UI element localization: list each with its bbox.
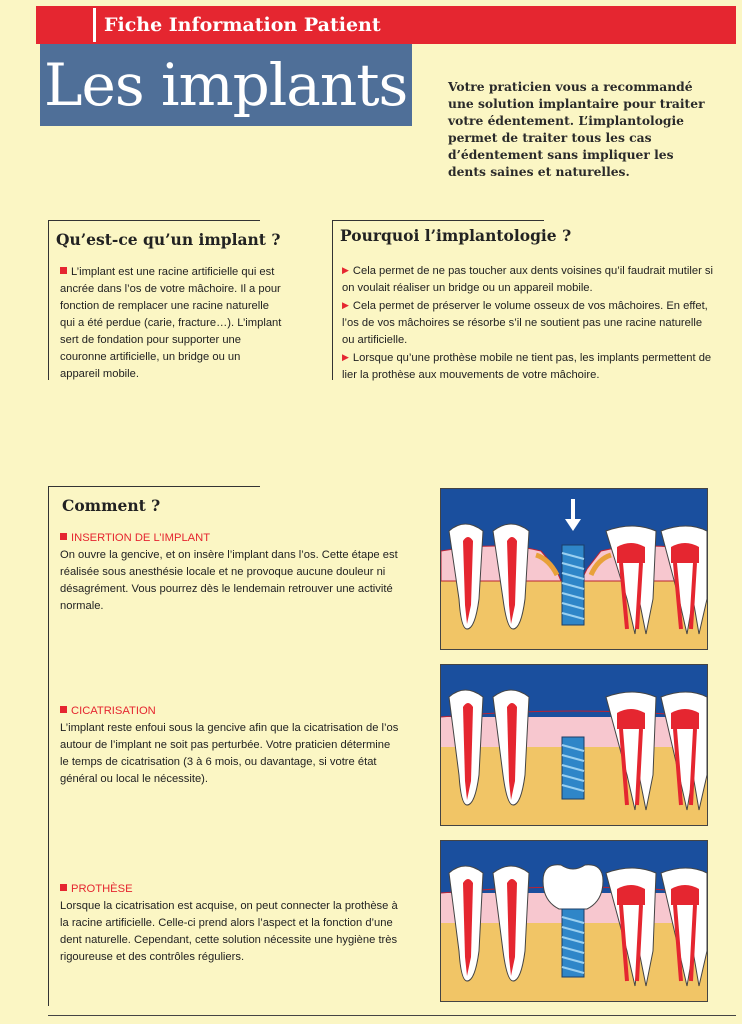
red-square-bullet-icon xyxy=(60,706,67,713)
illustration-cicatrisation xyxy=(440,664,708,826)
fiche-label: Fiche Information Patient xyxy=(93,8,381,42)
section-heading-quest: Qu’est-ce qu’un implant ? xyxy=(56,230,281,249)
intro-text: Votre praticien vous a recommandé une solution implantaire pour traiter votre édentement. L’implantologie permet de traiter tous les cas d’édentement sans impliquer les dents saines et naturelles. xyxy=(448,79,705,179)
step-insertion xyxy=(60,530,402,615)
red-triangle-bullet-icon: ▶ xyxy=(342,300,349,310)
list-item: ▶ Cela permet de préserver le volume osseux de vos mâchoires. En effet, l’os de vos mâchoires se résorbe s’il ne soutient pas une racine naturelle ou artificielle. xyxy=(342,297,714,349)
implant xyxy=(562,737,584,799)
step-text: On ouvre la gencive, et on insère l’implant dans l’os. Cette étape est réalisée sous anesthésie locale et ne provoque aucune douleur ni désagrément. Vous pourrez dès le lendemain retrouver une activité normale. xyxy=(60,549,398,612)
section-rule xyxy=(332,220,544,221)
red-triangle-bullet-icon: ▶ xyxy=(342,265,349,275)
red-square-bullet-icon xyxy=(60,533,67,540)
pourquoi-list xyxy=(342,262,714,384)
list-item: ▶ Lorsque qu’une prothèse mobile ne tient pas, les implants permettent de lier la prothèse aux mouvements de votre mâchoire. xyxy=(342,349,714,384)
step-title: CICATRISATION xyxy=(60,703,402,720)
section-rule-vertical xyxy=(48,220,49,380)
red-square-bullet-icon xyxy=(60,884,67,891)
section-rule xyxy=(48,220,260,221)
section-heading-comment: Comment ? xyxy=(62,496,161,515)
illustration-insertion xyxy=(440,488,708,650)
step-title: INSERTION DE L’IMPLANT xyxy=(60,530,402,547)
list-item: ▶ Cela permet de ne pas toucher aux dents voisines qu’il faudrait mutiler si on voulait réaliser un bridge ou un appareil mobile. xyxy=(342,262,714,297)
footer-rule xyxy=(48,1015,736,1016)
page-title: Les implants xyxy=(44,51,408,119)
section-heading-pourquoi: Pourquoi l’implantologie ? xyxy=(340,226,572,245)
illustration-prothese xyxy=(440,840,708,1002)
step-text: Lorsque la cicatrisation est acquise, on peut connecter la prothèse à la racine artificielle. Celle-ci prend alors l’aspect et la fonction d’une dent naturelle. Cependant, cette solution nécessite une hygiène très rigoureuse et des contrôles réguliers. xyxy=(60,900,398,963)
quest-text: L’implant est une racine artificielle qui est ancrée dans l’os de votre mâchoire. Il a pour fonction de remplacer une racine naturelle qui a été perdue (carie, fracture…). L’implant sert de fondation pour supporter une couronne artificielle, un bridge ou un appareil mobile. xyxy=(60,266,282,380)
step-prothese xyxy=(60,881,402,966)
step-text: L’implant reste enfoui sous la gencive afin que la cicatrisation de l’os autour de l’implant ne soit pas perturbée. Votre praticien détermine le temps de cicatrisation (3 à 6 mois, ou davantage, si votre état général ou local le nécessite). xyxy=(60,722,399,785)
red-square-bullet-icon xyxy=(60,267,67,274)
step-cicatrisation xyxy=(60,703,402,788)
implant xyxy=(562,545,584,625)
section-rule-vertical xyxy=(332,220,333,380)
step-title: PROTHÈSE xyxy=(60,881,402,898)
red-triangle-bullet-icon: ▶ xyxy=(342,352,349,362)
section-rule xyxy=(48,486,260,487)
section-rule-vertical xyxy=(48,486,49,1006)
